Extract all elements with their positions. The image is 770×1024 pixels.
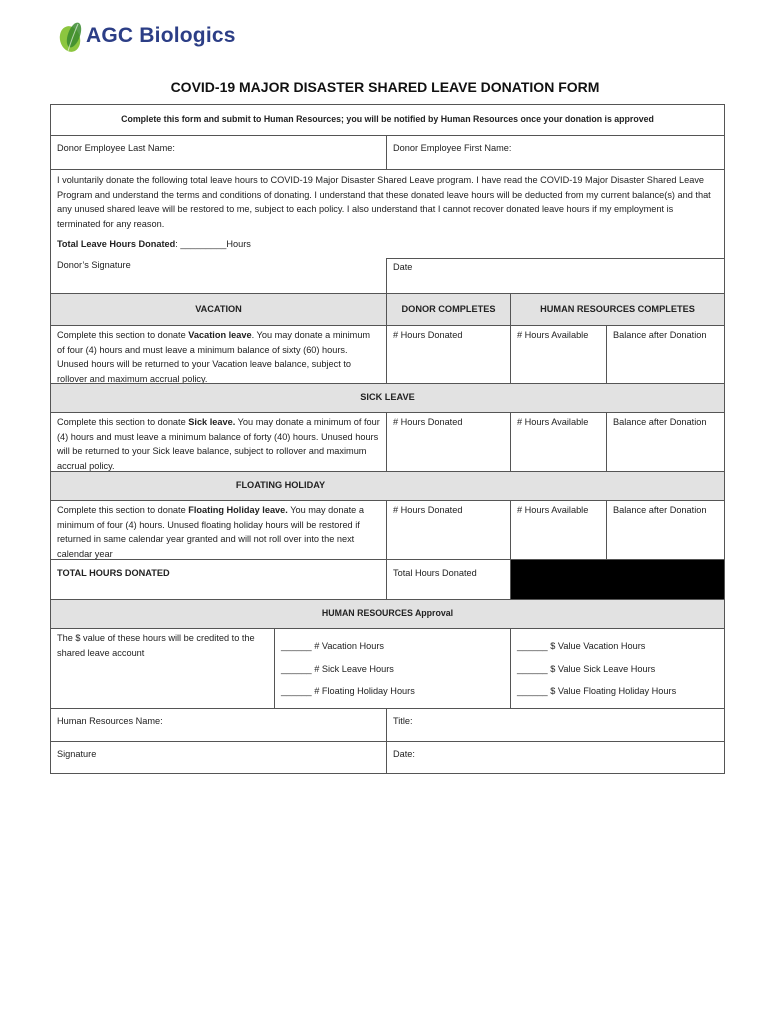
- total-leave-hours-label: Total Leave Hours Donated: [57, 239, 176, 249]
- floating-hours-donated-label: # Hours Donated: [393, 505, 463, 515]
- donor-first-name-label: Donor Employee First Name:: [393, 143, 512, 153]
- hr-sick-value[interactable]: ______ $ Value Sick Leave Hours: [517, 663, 656, 674]
- donor-signature-label: Donor’s Signature: [57, 260, 131, 270]
- floating-header-filler: [510, 471, 724, 500]
- vacation-desc-bold: Vacation leave: [188, 330, 252, 340]
- total-hours-donated-field[interactable]: [386, 559, 510, 599]
- logo-text: AGC Biologics: [86, 24, 236, 47]
- total-hours-label-cell: [51, 559, 386, 599]
- hr-sick-hours[interactable]: ______ # Sick Leave Hours: [281, 663, 394, 674]
- donor-completes-label: DONOR COMPLETES: [401, 304, 496, 314]
- donor-last-name-label: Donor Employee Last Name:: [57, 143, 175, 153]
- donor-first-name-field[interactable]: [386, 135, 724, 169]
- sick-desc-bold: Sick leave.: [188, 417, 236, 427]
- donation-form: [50, 104, 725, 774]
- vacation-balance-after-label: Balance after Donation: [613, 330, 707, 340]
- hr-credit-text: The $ value of these hours will be credited to the shared leave account: [57, 633, 255, 658]
- sick-leave-header-label: SICK LEAVE: [360, 392, 415, 402]
- floating-holiday-header: [51, 471, 510, 500]
- hr-date-field[interactable]: [386, 741, 724, 773]
- total-leave-hours-blank: : _________Hours: [175, 239, 251, 249]
- donor-signature-field[interactable]: [51, 258, 386, 293]
- sick-description: [51, 412, 386, 471]
- hr-credit-text-cell: [51, 628, 274, 708]
- instruction-text: Complete this form and submit to Human Resources; you will be notified by Human Resources once your donation is approved: [121, 114, 654, 124]
- hr-hours-cell: [274, 628, 510, 708]
- total-hours-label: TOTAL HOURS DONATED: [57, 568, 170, 578]
- form-title: COVID-19 MAJOR DISASTER SHARED LEAVE DONATION FORM: [170, 79, 600, 95]
- total-leave-hours-line[interactable]: [57, 237, 718, 252]
- sick-hours-donated-label: # Hours Donated: [393, 417, 463, 427]
- vacation-hours-available[interactable]: [510, 325, 606, 383]
- hr-completes-header: [510, 293, 724, 325]
- donor-date-label: Date: [393, 262, 413, 272]
- hr-name-label: Human Resources Name:: [57, 716, 163, 726]
- total-hours-donated-label: Total Hours Donated: [393, 568, 477, 578]
- floating-desc-post: You may donate a minimum of four (4) hours. Unused floating holiday hours will be restored if returned in same calendar year granted and will not roll over into the next calendar year: [57, 505, 364, 559]
- donor-date-field[interactable]: [386, 258, 724, 293]
- sick-hours-available[interactable]: [510, 412, 606, 471]
- vacation-hours-donated-label: # Hours Donated: [393, 330, 463, 340]
- statement-text: I voluntarily donate the following total leave hours to COVID-19 Major Disaster Shared Leave program. I have read the COVID-19 Major Disaster Shared Leave Program and understand the terms and conditions of donating. I understand that these donated leave hours will be deducted from my current balance(s) and that any unused shared leave will be restored to me, subject to each policy. I also understand that I cannot recover donated leave hours if my employment is terminated for any reason.: [57, 175, 711, 229]
- floating-desc-bold: Floating Holiday leave.: [188, 505, 288, 515]
- hr-signature-field[interactable]: [51, 741, 386, 773]
- vacation-hours-donated[interactable]: [386, 325, 510, 383]
- hr-value-cell: [510, 628, 724, 708]
- sick-desc-post: You may donate a minimum of four (4) hours and must leave a minimum balance of forty (40) hours. Unused hours will be returned to your Sick leave balance, subject to rollover and maximum accrual policy.: [57, 417, 380, 471]
- vacation-desc-pre: Complete this section to donate: [57, 330, 189, 340]
- hr-approval-header-label: HUMAN RESOURCES Approval: [321, 608, 454, 618]
- vacation-header: [51, 293, 386, 325]
- leaf-icon: [58, 18, 84, 54]
- vacation-hours-available-label: # Hours Available: [517, 330, 589, 340]
- floating-hours-available-label: # Hours Available: [517, 505, 589, 515]
- hr-date-label: Date:: [393, 749, 415, 759]
- sick-desc-pre: Complete this section to donate: [57, 417, 189, 427]
- floating-balance-after-label: Balance after Donation: [613, 505, 707, 515]
- hr-vacation-hours[interactable]: ______ # Vacation Hours: [281, 641, 385, 651]
- floating-desc-pre: Complete this section to donate: [57, 505, 189, 515]
- floating-hours-donated[interactable]: [386, 500, 510, 559]
- donor-completes-header: [386, 293, 510, 325]
- donor-last-name-field[interactable]: [51, 135, 386, 169]
- redacted-block: [510, 559, 724, 599]
- hr-vacation-value[interactable]: ______ $ Value Vacation Hours: [517, 641, 646, 651]
- hr-floating-hours[interactable]: ______ # Floating Holiday Hours: [281, 686, 415, 696]
- form-instruction: [51, 105, 724, 135]
- floating-holiday-header-label: FLOATING HOLIDAY: [235, 480, 326, 490]
- floating-balance-after[interactable]: [606, 500, 724, 559]
- vacation-desc-post: . You may donate a minimum of four (4) hours and must leave a minimum balance of sixty (60) hours. Unused hours will be returned to your Vacation leave balance, subject to rollover and maximum accrual policy.: [57, 330, 371, 384]
- floating-hours-available[interactable]: [510, 500, 606, 559]
- donation-statement: [51, 169, 724, 258]
- floating-description: [51, 500, 386, 559]
- hr-completes-label: HUMAN RESOURCES COMPLETES: [540, 304, 695, 314]
- vacation-header-label: VACATION: [195, 304, 242, 314]
- hr-name-field[interactable]: [51, 708, 386, 741]
- sick-hours-available-label: # Hours Available: [517, 417, 589, 427]
- hr-floating-value[interactable]: ______ $ Value Floating Holiday Hours: [517, 686, 677, 696]
- hr-signature-label: Signature: [57, 749, 97, 759]
- vacation-balance-after[interactable]: [606, 325, 724, 383]
- hr-title-label: Title:: [393, 716, 413, 726]
- hr-title-field[interactable]: [386, 708, 724, 741]
- sick-leave-header: [51, 383, 724, 412]
- vacation-description: [51, 325, 386, 383]
- sick-balance-after[interactable]: [606, 412, 724, 471]
- hr-approval-header: [51, 599, 724, 628]
- sick-hours-donated[interactable]: [386, 412, 510, 471]
- sick-balance-after-label: Balance after Donation: [613, 417, 707, 427]
- company-logo: [58, 18, 238, 58]
